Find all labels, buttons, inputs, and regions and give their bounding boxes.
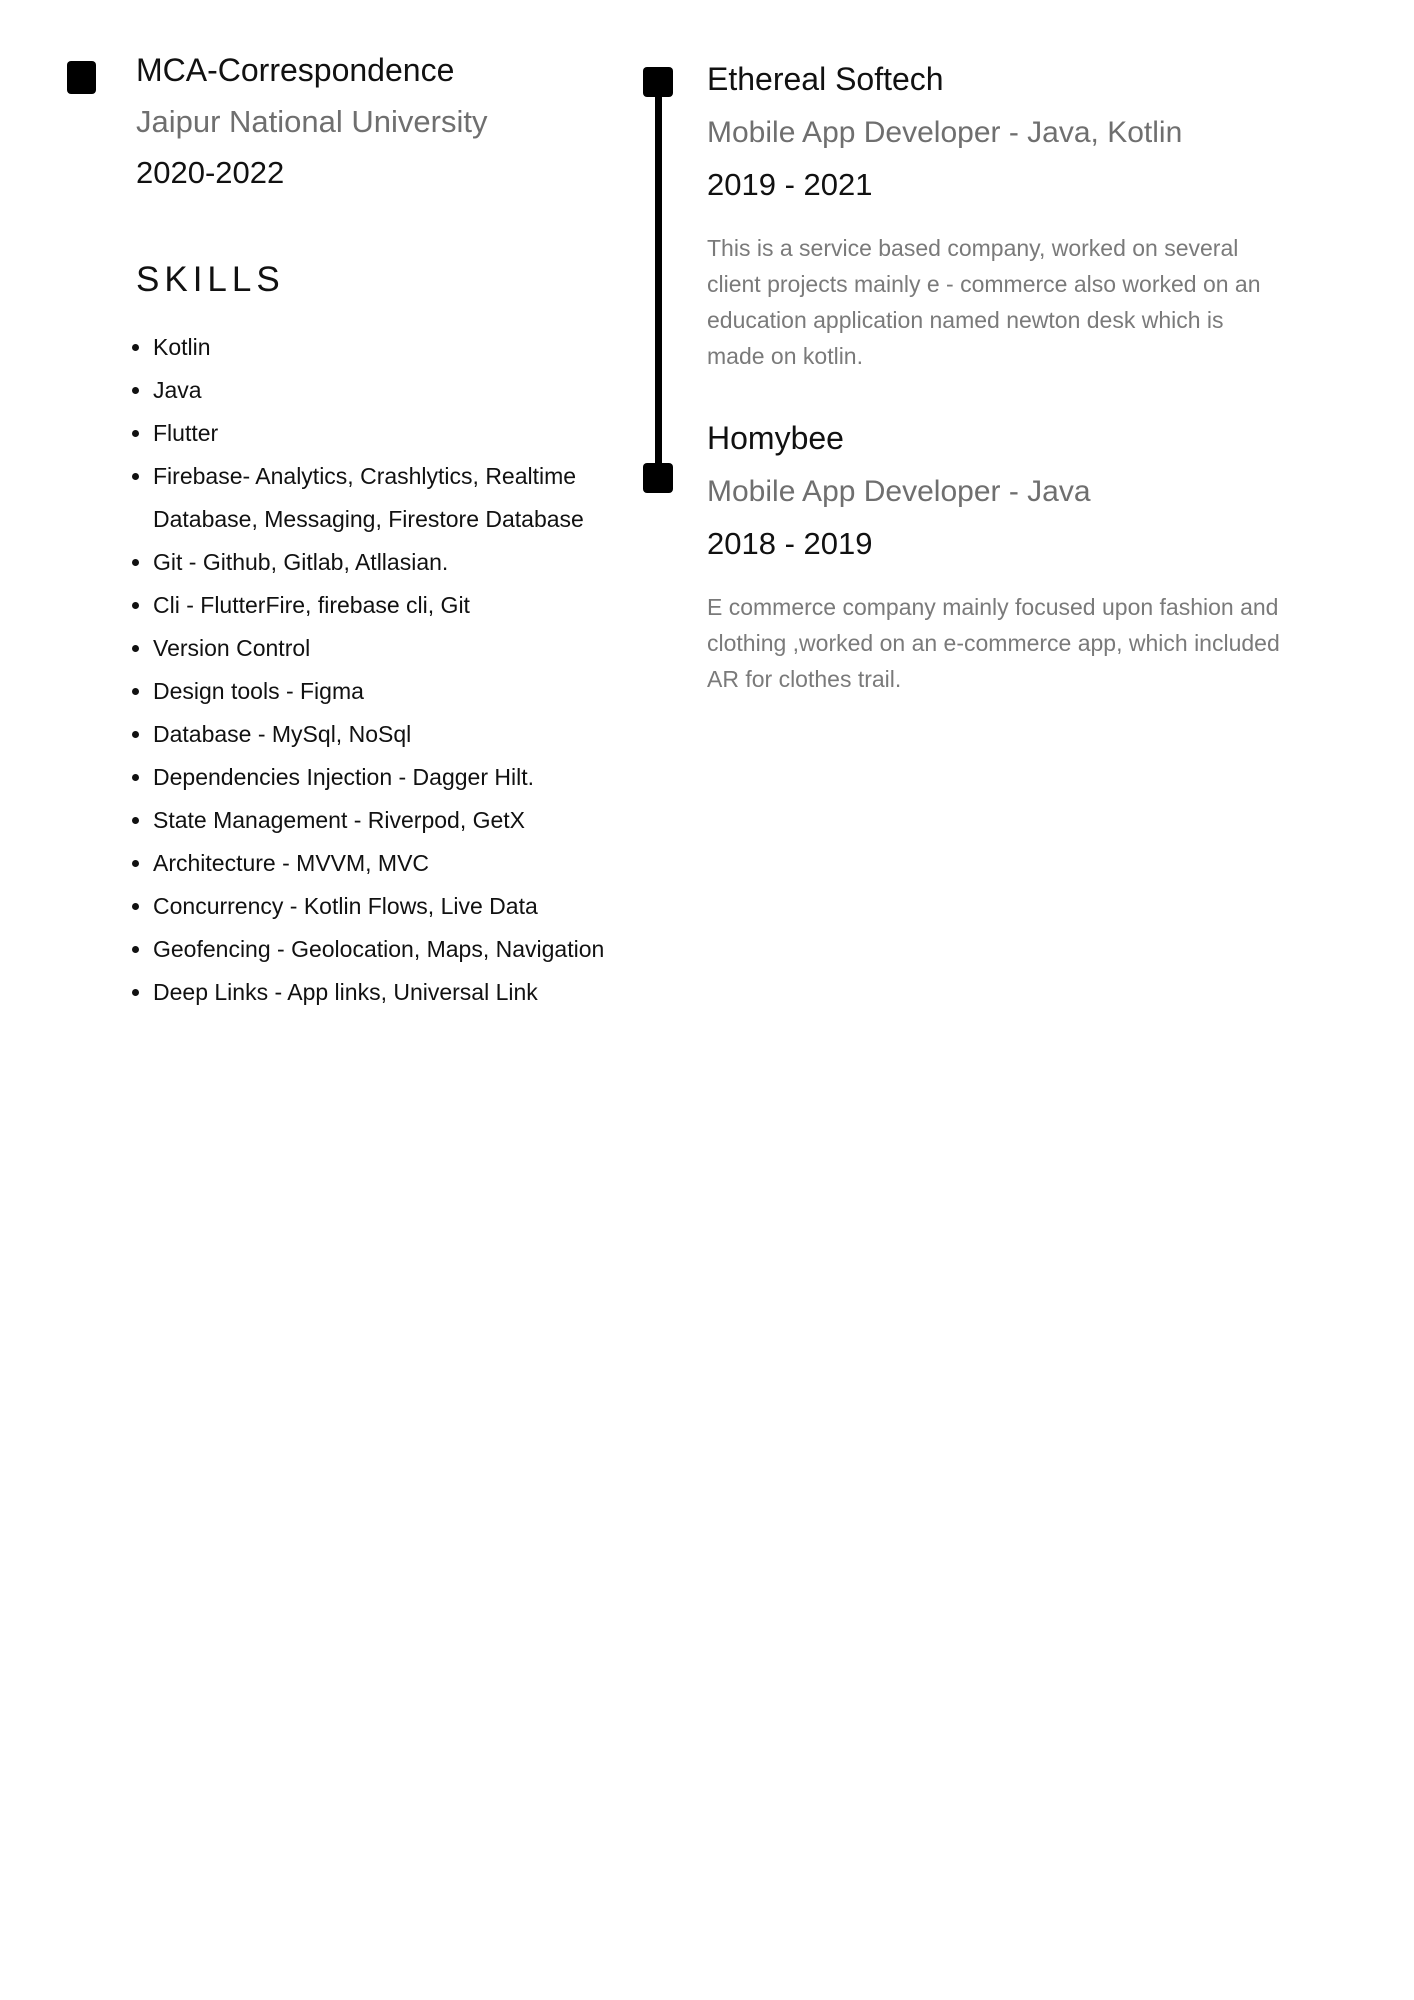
job-company: Ethereal Softech — [707, 61, 944, 97]
skill-item: • Deep Links - App links, Universal Link — [153, 971, 633, 1014]
skill-item: • Flutter — [153, 412, 633, 455]
skill-item: • Architecture - MVVM, MVC — [153, 842, 633, 885]
timeline-line — [655, 78, 662, 480]
skill-item: • Database - MySql, NoSql — [153, 713, 633, 756]
education-degree: MCA-Correspondence — [136, 52, 455, 88]
skill-item: • Geofencing - Geolocation, Maps, Navigation — [153, 928, 633, 971]
skill-item: • Cli - FlutterFire, firebase cli, Git — [153, 584, 633, 627]
skill-item: • Java — [153, 369, 633, 412]
timeline-marker-icon — [643, 67, 673, 97]
job-title: Mobile App Developer - Java — [707, 475, 1091, 508]
job-years: 2018 - 2019 — [707, 526, 873, 561]
skill-item: • Firebase- Analytics, Crashlytics, Realtime Database, Messaging, Firestore Database — [153, 455, 633, 541]
skills-heading: SKILLS — [136, 260, 285, 299]
skill-item: • Kotlin — [153, 326, 633, 369]
education-school: Jaipur National University — [136, 104, 488, 139]
job-company: Homybee — [707, 420, 844, 456]
skill-item: • Version Control — [153, 627, 633, 670]
skill-item: • Git - Github, Gitlab, Atllasian. — [153, 541, 633, 584]
education-marker-icon — [67, 61, 96, 94]
experience-entry — [707, 56, 1287, 374]
job-description: This is a service based company, worked on several client projects mainly e - commerce also worked on an education application named newton desk which is made on kotlin. — [707, 235, 1261, 369]
skill-item: • Concurrency - Kotlin Flows, Live Data — [153, 885, 633, 928]
job-years: 2019 - 2021 — [707, 167, 873, 202]
job-description: E commerce company mainly focused upon fashion and clothing ,worked on an e-commerce app, which included AR for clothes trail. — [707, 594, 1280, 692]
timeline-marker-icon — [643, 463, 673, 493]
skill-item: • State Management - Riverpod, GetX — [153, 799, 633, 842]
job-title: Mobile App Developer - Java, Kotlin — [707, 116, 1183, 149]
skill-item: • Design tools - Figma — [153, 670, 633, 713]
skill-item: • Dependencies Injection - Dagger Hilt. — [153, 756, 633, 799]
education-years: 2020-2022 — [136, 155, 285, 190]
experience-entry — [707, 415, 1287, 697]
skills-list — [123, 326, 633, 1014]
